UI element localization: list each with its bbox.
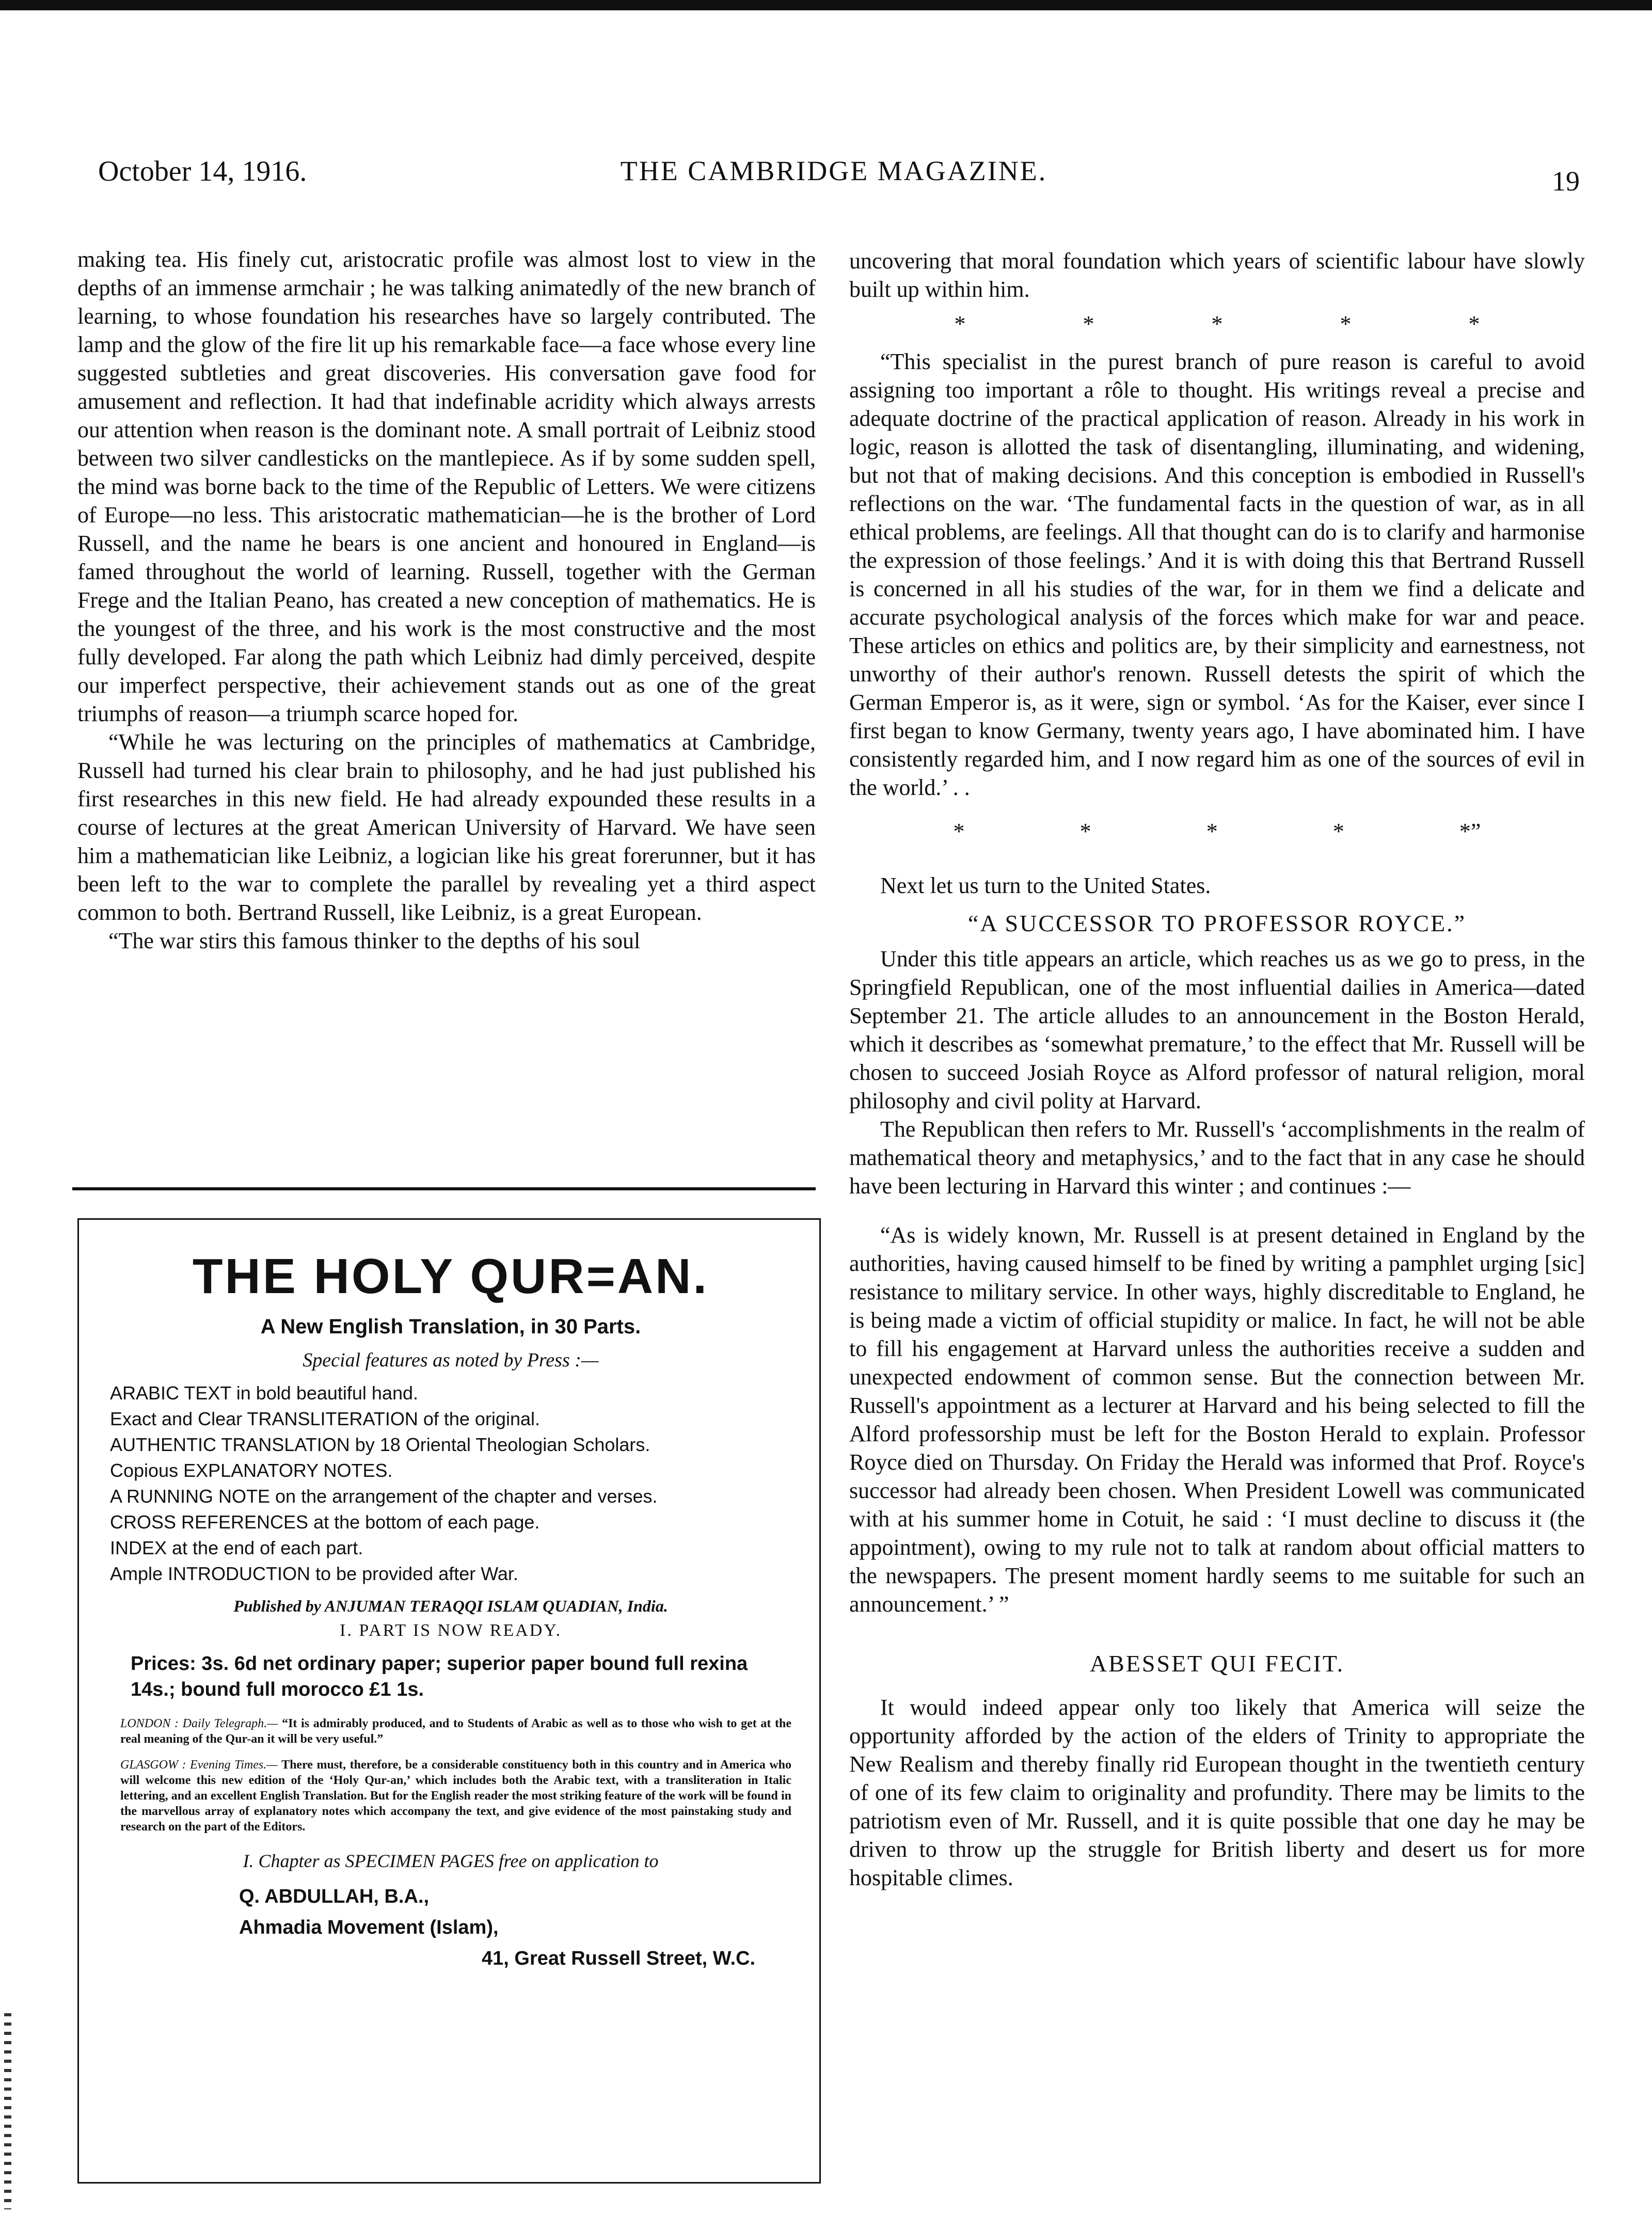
ad-prices: Prices: 3s. 6d net ordinary paper; superior paper bound full rexina 14s.; bound full morocco £1 1s.: [131, 1653, 748, 1700]
ad-feature: CROSS REFERENCES at the bottom of each page.: [110, 1511, 540, 1533]
star: *: [1206, 819, 1218, 844]
quran-advertisement: [77, 1218, 821, 2184]
ad-title: THE HOLY QUR=AN.: [192, 1249, 709, 1304]
ad-review: [110, 1757, 791, 1835]
star: *: [1332, 819, 1344, 844]
section-stars: [849, 310, 1585, 338]
review-text: There must, therefore, be a considerable constituency both in this country and in America who will welcome this new edition of the ‘Holy Qur-an,’ which includes both the Arabic text, with a transliteration in Italic lettering, and an excellent English Translation. But for the English reader the most striking feature of the work will be found in the marvellous array of explanatory notes which accompany the text, and give evidence of the most painstaking study and research on the part of the Editors.: [120, 1758, 792, 1834]
star: *”: [1459, 819, 1481, 844]
ad-feature: Copious EXPLANATORY NOTES.: [110, 1460, 393, 1481]
column-divider-rule: [72, 1187, 816, 1190]
star: *: [953, 819, 965, 844]
star: *: [954, 311, 966, 337]
ad-review: [110, 1716, 791, 1747]
magazine-title: THE CAMBRIDGE MAGAZINE.: [620, 155, 1047, 186]
section-heading: ABESSET QUI FECIT.: [1089, 1650, 1345, 1677]
body-paragraph: “While he was lecturing on the principles of mathematics at Cambridge, Russell had turned his clear brain to philosophy, and he had just published his first researches in this new field. He had already expounded these results in a course of lectures at the great American University of Harvard. We have seen him a mathematician like Leibniz, a logician like his great forerunner, but it has been left to the war to complete the parallel by revealing yet a third aspect common to both. Bertrand Russell, like Leibniz, is a great European.: [77, 729, 816, 925]
ad-contact: [110, 1881, 791, 1974]
contact-organization: Ahmadia Movement (Islam),: [239, 1917, 499, 1938]
ad-part-ready: I. PART IS NOW READY.: [340, 1621, 562, 1640]
star: *: [1211, 311, 1223, 337]
body-paragraph: “As is widely known, Mr. Russell is at present detained in England by the authorities, having caused himself to be fined by writing a pamphlet urging [sic] resistance to military service. In other ways, highly discreditable to England, he is being made a victim of official stupidity or malice. In fact, he will not be able to fill his engagement at Harvard unless the authorities receive a sudden and unexpected endowment of common sense. But the connection between Mr. Russell's appointment as a lecturer at Harvard and his being selected to fill the Alford professorship must be left for the Boston Herald to explain. Professor Royce died on Thursday. On Friday the Herald was informed that Prof. Royce's successor had already been chosen. When President Lowell was communicated with at his summer home in Cotuit, he said : ‘I must decline to discuss it (the appointment), owing to my rule not to talk at random about official matters to the newspapers. The present moment hardly seems to me suitable for such an announcement.’ ”: [849, 1222, 1585, 1617]
right-column: [849, 247, 1585, 1892]
ad-publisher: Published by ANJUMAN TERAQQI ISLAM QUADIAN, India.: [233, 1597, 668, 1615]
body-paragraph: making tea. His finely cut, aristocratic profile was almost lost to view in the depths of an immense armchair ; he was talking animatedly of the new branch of learning, to whose foundation his researches have so largely contributed. The lamp and the glow of the fire lit up his remarkable face—a face whose every line suggested subtleties and great discoveries. His conversation gave food for amusement and reflection. It had that indefinable acridity which always arrests our attention when reason is the dominant note. A small portrait of Leibniz stood between two silver candlesticks on the mantlepiece. As if by some sudden spell, the mind was borne back to the time of the Republic of Letters. We were citizens of Europe—no less. This aristocratic mathematician—he is the brother of Lord Russell, and the name he bears is one ancient and honoured in England—is famed throughout the world of learning. Russell, together with the German Frege and the Italian Peano, has created a new conception of mathematics. He is the youngest of the three, and his work is the most constructive and the most fully developed. Far along the path which Leibniz had dimly perceived, despite our imperfect perspective, their achievement stands out as one of the great triumphs of reason—a triumph scarce hoped for.: [77, 247, 816, 726]
ad-feature: Ample INTRODUCTION to be provided after War.: [110, 1563, 518, 1584]
scan-margin-mark: [4, 2013, 11, 2209]
body-paragraph: It would indeed appear only too likely that America will seize the opportunity afforded by the action of the elders of Trinity to appropriate the New Realism and thereby finally rid European thought in the twentieth century of one of its few claim to originality and profundity. There may be limits to the patriotism even of Mr. Russell, and it is quite possible that one day he may be driven to throw up the struggle for British liberty and desert us for more hospitable climes.: [849, 1695, 1585, 1890]
body-paragraph: Under this title appears an article, which reaches us as we go to press, in the Springfield Republican, one of the most influential dailies in America—dated September 21. The article alludes to an announcement in the Boston Herald, which it describes as ‘somewhat premature,’ to the effect that Mr. Russell will be chosen to succeed Josiah Royce as Alford professor of natural religion, moral philosophy and civil polity at Harvard.: [849, 946, 1585, 1113]
issue-date: October 14, 1916.: [98, 155, 307, 187]
ad-feature: AUTHENTIC TRANSLATION by 18 Oriental Theologian Scholars.: [110, 1434, 650, 1455]
star: *: [1468, 311, 1480, 337]
contact-name: Q. ABDULLAH, B.A.,: [239, 1886, 430, 1907]
ad-feature: A RUNNING NOTE on the arrangement of the chapter and verses.: [110, 1486, 658, 1507]
section-stars: [849, 817, 1585, 846]
review-source: LONDON : Daily Telegraph.—: [120, 1717, 278, 1730]
star: *: [1083, 311, 1094, 337]
contact-address: 41, Great Russell Street, W.C.: [482, 1948, 756, 1969]
ad-feature: Exact and Clear TRANSLITERATION of the original.: [110, 1408, 540, 1429]
ad-feature: ARABIC TEXT in bold beautiful hand.: [110, 1382, 419, 1404]
body-paragraph: uncovering that moral foundation which years of scientific labour have slowly built up within him.: [849, 248, 1585, 302]
body-paragraph: The Republican then refers to Mr. Russell's ‘accomplishments in the realm of mathematical theory and metaphysics,’ and to the fact that in any case he should have been lecturing in Harvard this winter ; and continues :—: [849, 1117, 1585, 1199]
ad-subtitle: A New English Translation, in 30 Parts.: [260, 1315, 641, 1338]
review-source: GLASGOW : Evening Times.—: [120, 1758, 278, 1772]
star: *: [1340, 311, 1352, 337]
page-header: [98, 155, 1580, 201]
star: *: [1079, 819, 1091, 844]
body-paragraph: “The war stirs this famous thinker to the depths of his soul: [108, 928, 641, 953]
top-border: [0, 0, 1652, 10]
transition-line: Next let us turn to the United States.: [880, 873, 1211, 898]
left-column: [77, 245, 816, 955]
ad-specimen-offer: I. Chapter as SPECIMEN PAGES free on application to: [243, 1851, 659, 1871]
section-heading: “A SUCCESSOR TO PROFESSOR ROYCE.”: [967, 910, 1467, 936]
page-number: 19: [1552, 166, 1580, 197]
ad-feature: INDEX at the end of each part.: [110, 1537, 363, 1558]
ad-special-features: Special features as noted by Press :—: [303, 1349, 599, 1371]
review-text: “It is admirably produced, and to Students of Arabic as well as to those who wish to get at the real meaning of the Qur-an it will be very useful.”: [120, 1717, 792, 1746]
body-paragraph: “This specialist in the purest branch of pure reason is careful to avoid assigning too important a rôle to thought. His writings reveal a precise and adequate doctrine of the practical application of reason. Already in his work in logic, reason is allotted the task of disentangling, illuminating, and widening, but not that of making decisions. And this conception is embodied in Russell's reflections on the war. ‘The fundamental facts in the question of war, as in all ethical problems, are feelings. All that thought can do is to clarify and harmonise the expression of those feelings.’ And it is with doing this that Bertrand Russell is concerned in all his studies of the war, for in them we find a delicate and accurate psychological analysis of the forces which make for war and peace. These articles on ethics and politics are, by their simplicity and earnestness, not unworthy of their author's renown. Russell detests the spirit of which the German Emperor is, as it were, sign or symbol. ‘As for the Kaiser, ever since I first began to know Germany, twenty years ago, I have abominated him. I have consistently regarded him, and I now regard him as one of the sources of evil in the world.’ . .: [849, 349, 1585, 800]
